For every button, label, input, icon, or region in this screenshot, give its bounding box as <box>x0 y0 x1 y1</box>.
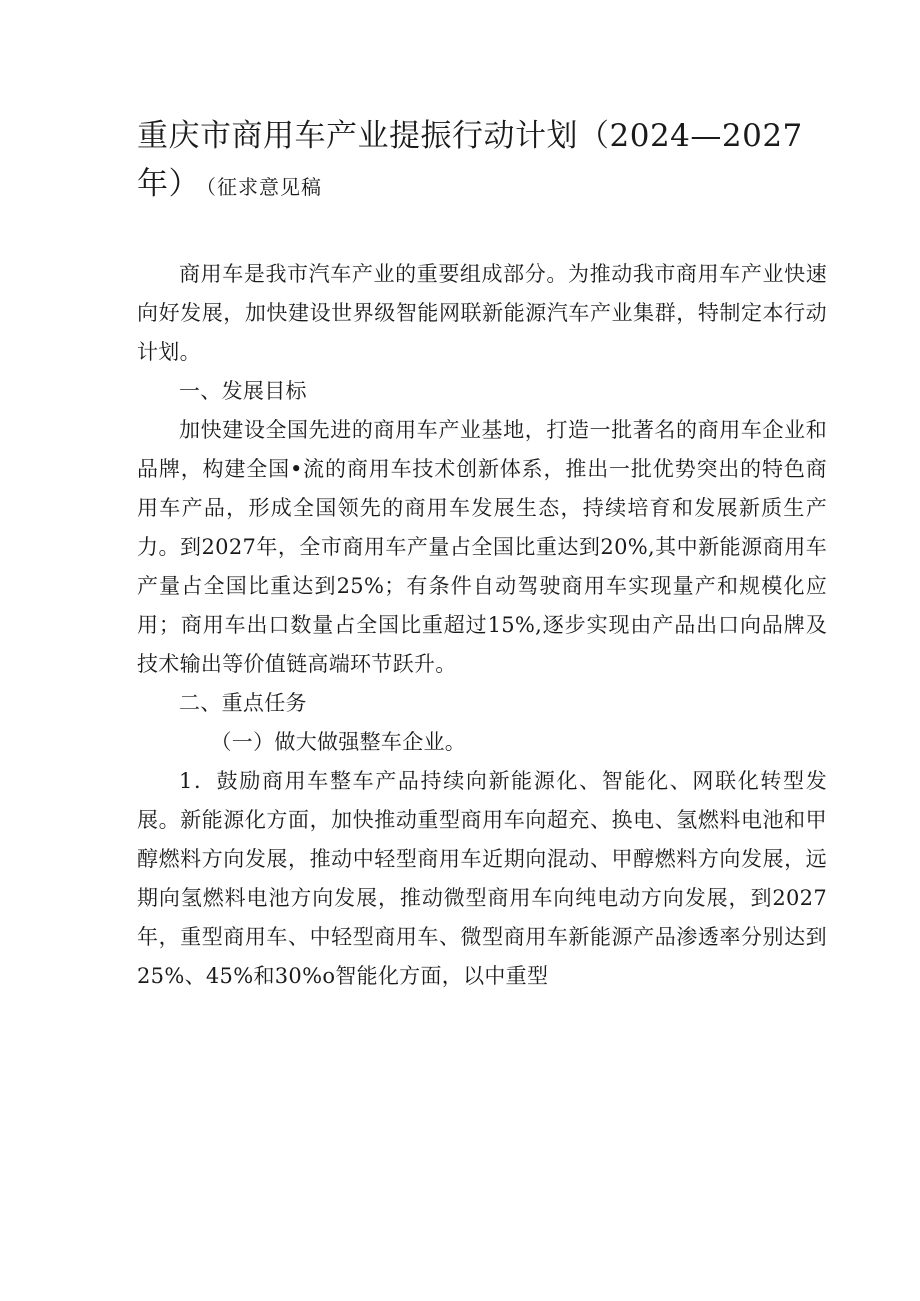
section-heading-goals: 一、发展目标 <box>179 379 307 403</box>
document-body <box>137 255 827 996</box>
page-title <box>137 112 817 211</box>
title-main: 重庆市商用车产业提振行动计划（2024—2027年） <box>137 118 803 202</box>
section-heading-tasks: 二、重点任务 <box>179 691 307 715</box>
title-subtitle: （征求意见稿 <box>206 175 322 199</box>
intro-paragraph: 商用车是我市汽车产业的重要组成部分。为推动我市商用车产业快速向好发展，加快建设世界级智能网联新能源汽车产业集群，特制定本行动计划。 <box>137 262 827 364</box>
task-item-1-paragraph: 1．鼓励商用车整车产品持续向新能源化、智能化、网联化转型发展。新能源化方面，加快推动重型商用车向超充、换电、氢燃料电池和甲醇燃料方向发展，推动中轻型商用车近期向混动、甲醇燃料方向发展，远期向氢燃料电池方向发展，推动微型商用车向纯电动方向发展，到2027年，重型商用车、中轻型商用车、微型商用车新能源产品渗透率分别达到25%、45%和30%o智能化方面，以中重型 <box>137 769 827 988</box>
goals-paragraph: 加快建设全国先进的商用车产业基地，打造一批著名的商用车企业和品牌，构建全国•流的商用车技术创新体系，推出一批优势突出的特色商用车产品，形成全国领先的商用车发展生态，持续培育和发展新质生产力。到2027年，全市商用车产量占全国比重达到20%,其中新能源商用车产量占全国比重达到25%；有条件自动驾驶商用车实现量产和规模化应用；商用车出口数量占全国比重超过15%,逐步实现由产品出口向品牌及技术输出等价值链高端环节跃升。 <box>137 418 827 676</box>
subsection-heading-vehicle-enterprises: （一）做大做强整车企业。 <box>210 730 467 754</box>
